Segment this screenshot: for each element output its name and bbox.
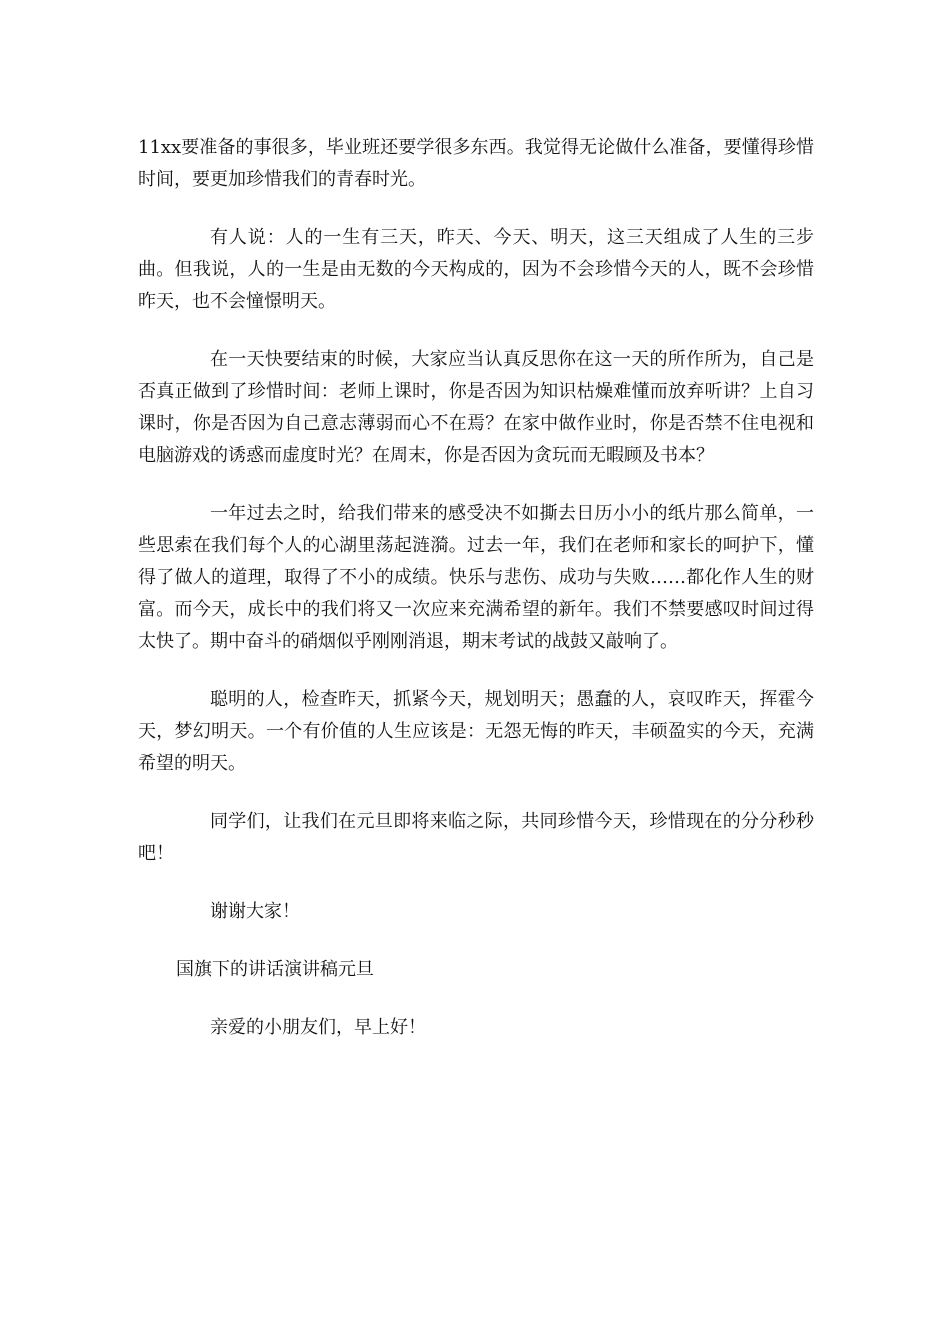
paragraph-2: 有人说：人的一生有三天，昨天、今天、明天，这三天组成了人生的三步曲。但我说，人的一生是由无数的今天构成的，因为不会珍惜今天的人，既不会珍惜昨天，也不会憧憬明天。 [138,227,814,312]
document-body [138,132,814,1070]
paragraph-4: 一年过去之时，给我们带来的感受决不如撕去日历小小的纸片那么简单，一些思索在我们每个人的心湖里荡起涟漪。过去一年，我们在老师和家长的呵护下，懂得了做人的道理，取得了不小的成绩。快乐与悲伤、成功与失败……都化作人生的财富。而今天，成长中的我们将又一次应来充满希望的新年。我们不禁要感叹时间过得太快了。期中奋斗的硝烟似乎刚刚消退，期末考试的战鼓又敲响了。 [138,503,814,652]
paragraph-6: 同学们，让我们在元旦即将来临之际，共同珍惜今天，珍惜现在的分分秒秒吧！ [138,811,814,864]
greeting: 亲爱的小朋友们，早上好！ [210,1017,426,1038]
section-title: 国旗下的讲话演讲稿元旦 [176,959,374,980]
paragraph-3: 在一天快要结束的时候，大家应当认真反思你在这一天的所作所为，自己是否真正做到了珍惜时间：老师上课时，你是否因为知识枯燥难懂而放弃听讲？上自习课时，你是否因为自己意志薄弱而心不在焉？在家中做作业时，你是否禁不住电视和电脑游戏的诱惑而虚度时光？在周末，你是否因为贪玩而无暇顾及书本？ [138,349,814,466]
paragraph-5: 聪明的人，检查昨天，抓紧今天，规划明天；愚蠢的人，哀叹昨天，挥霍今天，梦幻明天。一个有价值的人生应该是：无怨无悔的昨天，丰硕盈实的今天，充满希望的明天。 [138,689,814,774]
paragraph-1: 11xx要准备的事很多，毕业班还要学很多东西。我觉得无论做什么准备，要懂得珍惜时间，要更加珍惜我们的青春时光。 [138,137,814,190]
closing-thanks: 谢谢大家！ [210,901,300,922]
